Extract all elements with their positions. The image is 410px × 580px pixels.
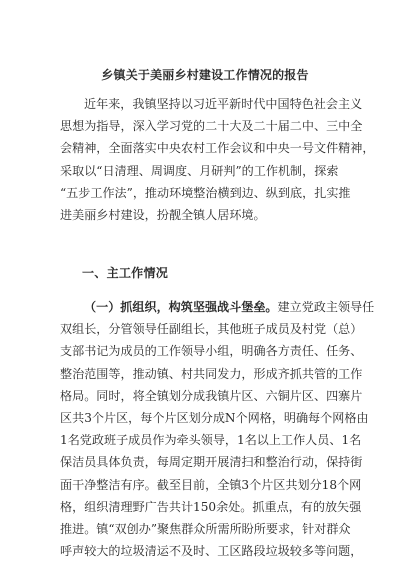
subsection-line: 保洁员具体负责，每周定期开展清扫和整治行动，保持街 <box>60 455 363 470</box>
section-heading: 一、主工作情况 <box>82 266 169 280</box>
subsection-line: 呼声较大的垃圾清运不及时、工区路段垃圾较多等问题， <box>60 544 363 559</box>
intro-line: 进美丽乡村建设，扮靓全镇人居环境。 <box>60 208 266 223</box>
subsection-paragraph <box>60 296 375 562</box>
subsection-line: 整治范围等，推动镇、村共同发力，形成齐抓共管的工作 <box>60 366 363 381</box>
subsection-first-line-text: 建立党政主领导任 <box>277 300 375 314</box>
intro-line: 近年来，我镇坚持以习近平新时代中国特色社会主义 <box>84 97 363 111</box>
subsection-line: 推进。镇“双创办”聚焦群众所需所盼所要求，针对群众 <box>60 522 351 537</box>
subsection-line: 支部书记为成员的工作领导小组，明确各方责任、任务、 <box>60 344 363 359</box>
subsection-line: 双组长，分管领导任副组长，其他班子成员及村党（总） <box>60 322 363 337</box>
intro-line: 思想为指导，深入学习党的二十大及二十届二中、三中全 <box>60 119 363 134</box>
subsection-line: 面干净整洁有序。截至目前，全镇3个片区共划分18个网 <box>60 477 362 492</box>
intro-line: 会精神，全面落实中央农村工作会议和中央一号文件精神， <box>60 141 375 156</box>
subsection-line: 格局。同时，将全镇划分成我镇片区、六铜片区、四寨片 <box>60 388 363 403</box>
subsection-line: 格，组织清理野广告共计150余处。抓重点，有的放矢强 <box>60 499 362 514</box>
intro-paragraph <box>60 93 375 226</box>
subsection-first-line <box>60 296 375 318</box>
intro-line: 采取以“日清理、周调度、月研判”的工作机制，探索 <box>60 163 339 178</box>
subsection-line: 1名党政班子成员作为牵头领导，1名以上工作人员、1名 <box>60 433 362 448</box>
subsection-line: 区共3个片区，每个片区划分成N个网格，明确每个网格由 <box>60 411 369 426</box>
subsection-title: （一）抓组织，构筑坚强战斗堡垒。 <box>84 300 278 314</box>
document-title: 乡镇关于美丽乡村建设工作情况的报告 <box>101 68 309 82</box>
intro-line: “五步工作法”，推动环境整治横到边、纵到底，扎实推 <box>60 185 351 200</box>
